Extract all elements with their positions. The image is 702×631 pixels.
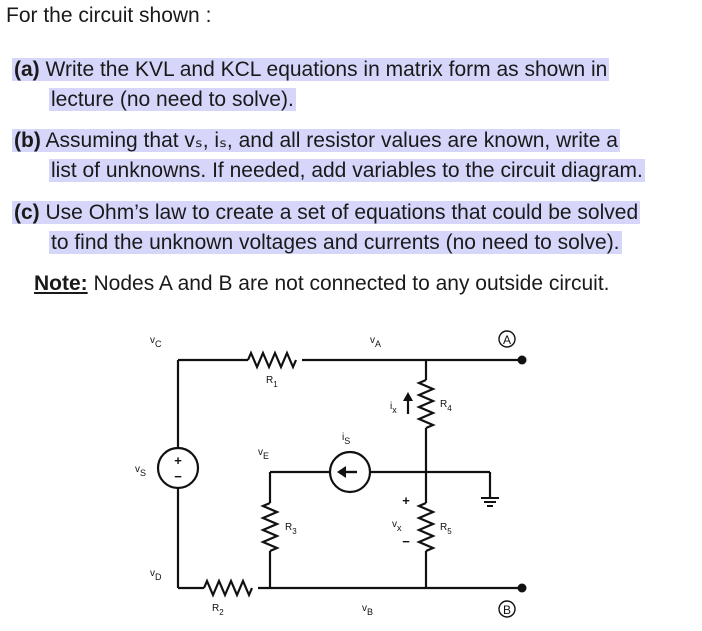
vs-plus-sign: +	[174, 453, 182, 468]
note-label: Note:	[34, 272, 88, 295]
note-text: Nodes A and B are not connected to any outside circuit.	[87, 272, 610, 295]
label-vb: vB	[362, 603, 374, 617]
question-c-label: (c)	[14, 201, 40, 224]
label-va: vA	[370, 335, 382, 349]
question-b-line1: Assuming that vₛ, iₛ, and all resistor values are known, write a	[45, 129, 618, 152]
node-b-label: B	[502, 603, 512, 617]
question-a-line2: lecture (no need to solve).	[51, 88, 294, 111]
resistor-r3	[263, 503, 277, 551]
resistor-r2	[204, 581, 252, 595]
label-r2: $R_2$	[212, 603, 224, 617]
node-a-label: A	[502, 333, 512, 347]
resistor-r4	[419, 380, 433, 428]
label-vd: vD	[150, 568, 162, 582]
vx-plus-sign: +	[402, 493, 410, 508]
question-c-line1: Use Ohm’s law to create a set of equations that could be solved	[45, 201, 639, 224]
label-vc: vC	[150, 335, 162, 349]
node-a-dot	[518, 356, 527, 365]
ix-arrow-head-icon	[403, 392, 413, 401]
node-b-dot	[518, 584, 527, 593]
question-a-label: (a)	[14, 58, 40, 81]
label-vs: vS	[135, 464, 147, 478]
label-r5: $R_5$	[440, 522, 452, 536]
label-vx: vx	[392, 519, 402, 533]
question-c-line2: to find the unknown voltages and currents (no need to solve).	[51, 231, 620, 254]
ground-icon	[481, 498, 499, 506]
label-is: iS	[342, 432, 351, 446]
label-r3: $R_3$	[285, 522, 297, 536]
circuit-labels	[135, 335, 452, 617]
label-ve: vE	[258, 447, 270, 461]
is-arrow-head-icon	[337, 466, 346, 478]
question-b-line2: list of unknowns. If needed, add variables to the circuit diagram.	[51, 159, 643, 182]
intro-text: For the circuit shown :	[6, 4, 212, 27]
resistor-r5	[419, 503, 433, 551]
vs-minus-sign: −	[174, 469, 182, 484]
label-r1: $R_1$	[266, 375, 278, 389]
question-a-line1: Write the KVL and KCL equations in matrix form as shown in	[45, 58, 608, 81]
label-ix: ix	[390, 401, 397, 415]
vx-minus-sign: −	[402, 534, 410, 549]
resistor-r1	[248, 353, 296, 367]
label-r4: $R_4$	[440, 399, 452, 413]
question-b-label: (b)	[14, 129, 41, 152]
